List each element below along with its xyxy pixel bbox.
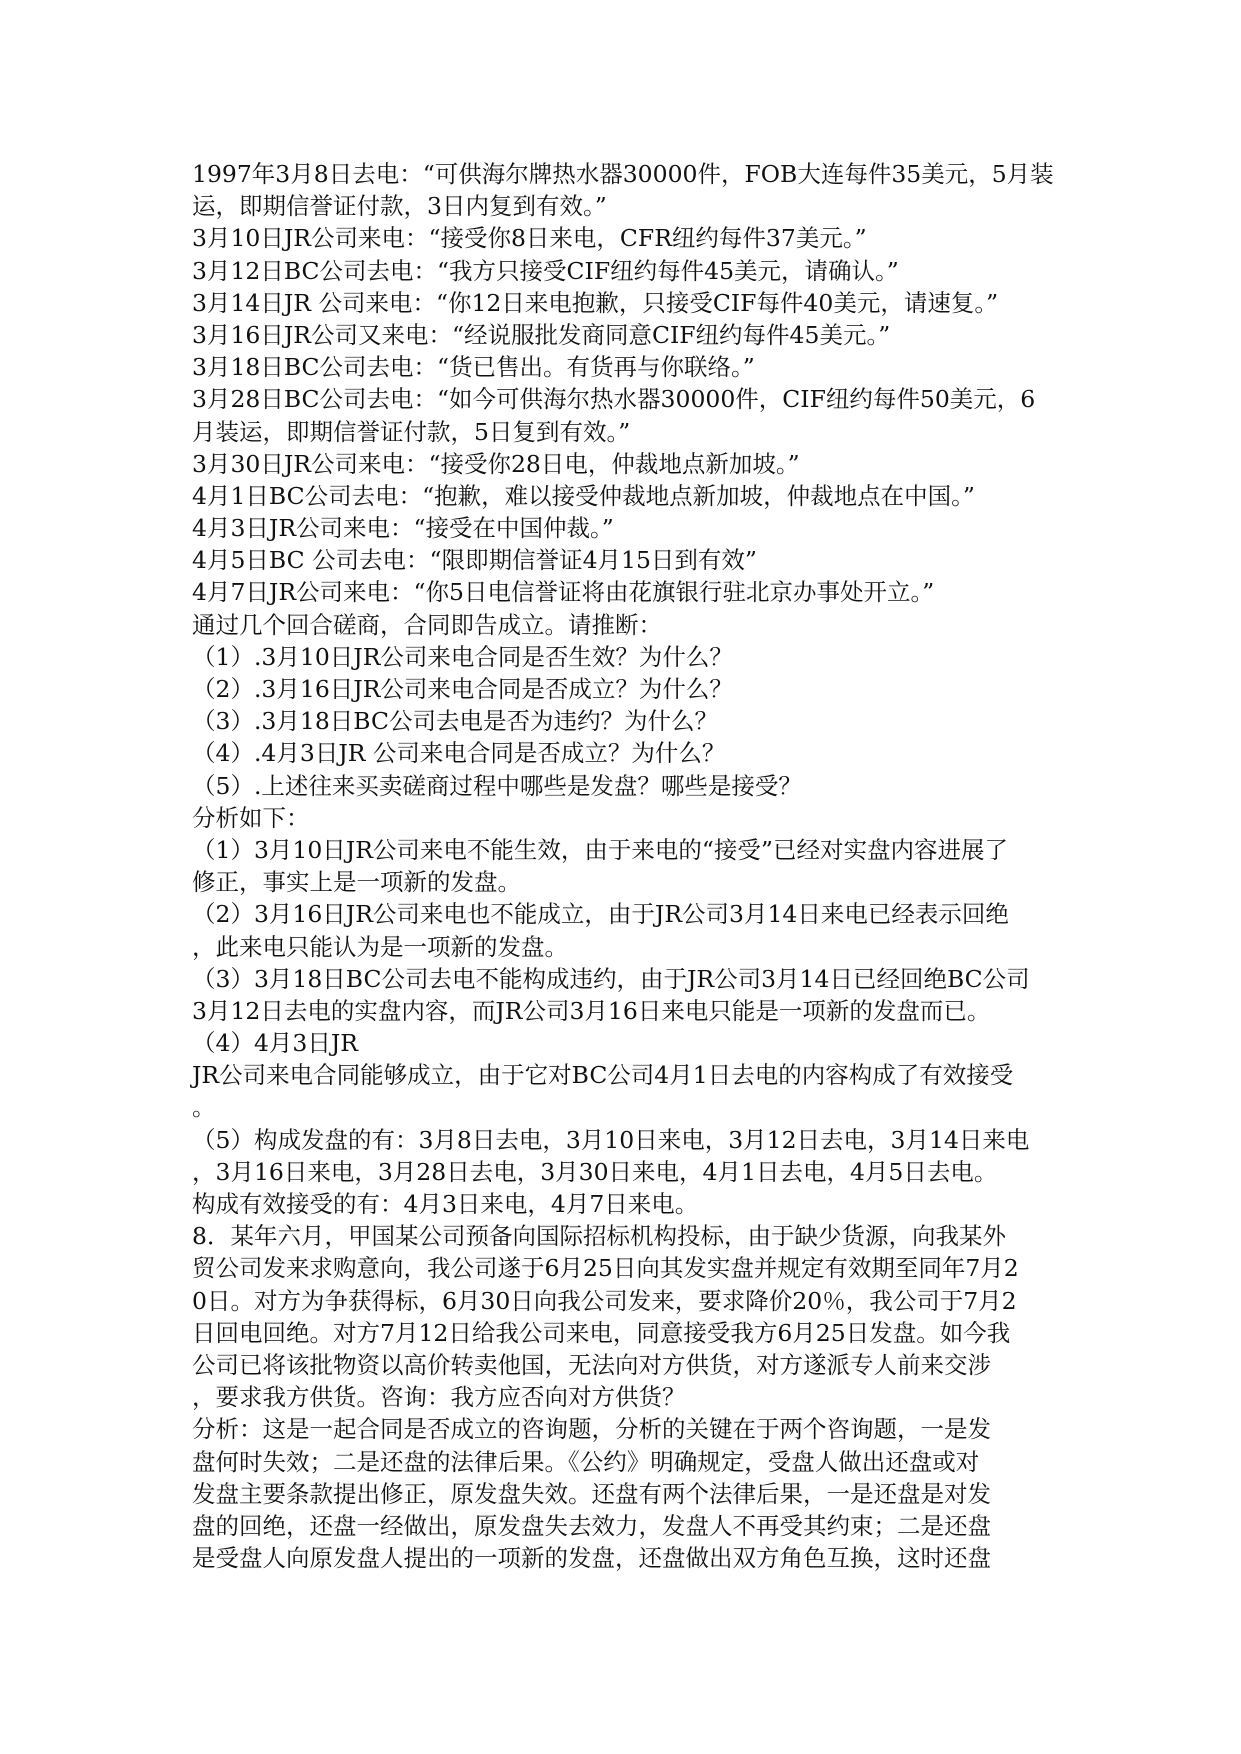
case-analysis-line: 是受盘人向原发盘人提出的一项新的发盘，还盘做出双方角色互换，这时还盘 bbox=[192, 1544, 991, 1573]
document-body bbox=[192, 158, 1052, 1574]
case-line: 日回电回绝。对方7月12日给我公司来电，同意接受我方6月25日发盘。如今我 bbox=[192, 1318, 1011, 1347]
case-line: 公司已将该批物资以高价转卖他国，无法向对方供货，对方遂派专人前来交涉 bbox=[192, 1350, 991, 1379]
analysis-line: （1）3月10日JR公司来电不能生效，由于来电的“接受”已经对实盘内容进展了 bbox=[192, 835, 1008, 864]
text-line: 3月12日BC公司去电：“我方只接受CIF纽约每件45美元，请确认。” bbox=[192, 256, 899, 285]
text-line: 月装运，即期信誉证付款，5日复到有效。” bbox=[192, 417, 631, 446]
case-line: 0日。对方为争获得标，6月30日向我公司发来，要求降价20％，我公司于7月2 bbox=[192, 1286, 1017, 1315]
text-line: 3月16日JR公司又来电：“经说服批发商同意CIF纽约每件45美元。” bbox=[192, 320, 891, 349]
analysis-line: （2）3月16日JR公司来电也不能成立，由于JR公司3月14日来电已经表示回绝 bbox=[192, 900, 1009, 929]
question-line: （2）.3月16日JR公司来电合同是否成立？为什么？ bbox=[192, 675, 733, 703]
text-line: 4月1日BC公司去电：“抱歉，难以接受仲裁地点新加坡，仲裁地点在中国。” bbox=[192, 481, 975, 510]
analysis-line: （4）4月3日JR bbox=[192, 1029, 358, 1058]
text-line: 通过几个回合磋商，合同即告成立。请推断： bbox=[192, 610, 662, 639]
analysis-line: （5）构成发盘的有：3月8日去电，3月10日来电，3月12日去电，3月14日来电 bbox=[192, 1125, 1030, 1154]
analysis-line: 3月12日去电的实盘内容，而JR公司3月16日来电只能是一项新的发盘而已。 bbox=[192, 996, 991, 1025]
question-line: （5）.上述往来买卖磋商过程中哪些是发盘？哪些是接受？ bbox=[192, 771, 802, 800]
analysis-line: （3）3月18日BC公司去电不能构成违约，由于JR公司3月14日已经回绝BC公司 bbox=[192, 964, 1030, 993]
analysis-line: 。 bbox=[192, 1093, 216, 1122]
question-line: （4）.4月3日JR 公司来电合同是否成立？为什么？ bbox=[192, 739, 726, 768]
case-line: 8．某年六月，甲国某公司预备向国际招标机构投标，由于缺少货源，向我某外 bbox=[192, 1222, 1006, 1251]
analysis-heading: 分析如下： bbox=[192, 803, 310, 832]
text-line: 3月28日BC公司去电：“如今可供海尔热水器30000件，CIF纽约每件50美元，6 bbox=[192, 385, 1036, 414]
text-line: 4月5日BC 公司去电：“限即期信誉证4月15日到有效” bbox=[192, 546, 757, 575]
case-analysis-line: 盘的回绝，还盘一经做出，原发盘失去效力，发盘人不再受其约束；二是还盘 bbox=[192, 1511, 991, 1540]
text-line: 4月7日JR公司来电：“你5日电信誉证将由花旗银行驻北京办事处开立。” bbox=[192, 578, 935, 607]
analysis-line: 修正，事实上是一项新的发盘。 bbox=[192, 868, 521, 897]
text-line: 运，即期信誉证付款，3日内复到有效。” bbox=[192, 192, 607, 221]
question-line: （3）.3月18日BC公司去电是否为违约？为什么？ bbox=[192, 707, 718, 736]
analysis-line: JR公司来电合同能够成立，由于它对BC公司4月1日去电的内容构成了有效接受 bbox=[192, 1061, 1014, 1090]
text-line: 3月18日BC公司去电：“货已售出。有货再与你联络。” bbox=[192, 353, 755, 382]
analysis-line: 构成有效接受的有：4月3日来电，4月7日来电。 bbox=[192, 1190, 699, 1218]
text-line: 3月14日JR 公司来电：“你12日来电抱歉，只接受CIF每件40美元，请速复。” bbox=[192, 288, 999, 317]
text-line: 3月10日JR公司来电：“接受你8日来电，CFR纽约每件37美元。” bbox=[192, 224, 867, 253]
question-line: （1）.3月10日JR公司来电合同是否生效？为什么？ bbox=[192, 642, 733, 671]
text-line: 4月3日JR公司来电：“接受在中国仲裁。” bbox=[192, 514, 614, 543]
analysis-line: ，此来电只能认为是一项新的发盘。 bbox=[192, 932, 568, 961]
case-analysis-line: 盘何时失效；二是还盘的法律后果。《公约》明确规定，受盘人做出还盘或对 bbox=[192, 1447, 980, 1476]
text-line: 3月30日JR公司来电：“接受你28日电，仲裁地点新加坡。” bbox=[192, 449, 800, 478]
case-analysis-line: 发盘主要条款提出修正，原发盘失效。还盘有两个法律后果，一是还盘是对发 bbox=[192, 1479, 991, 1508]
case-line: 贸公司发来求购意向，我公司遂于6月25日向其发实盘并规定有效期至同年7月2 bbox=[192, 1254, 1019, 1283]
text-line: 1997年3月8日去电：“可供海尔牌热水器30000件，FOB大连每件35美元，5月装 bbox=[192, 160, 1054, 188]
analysis-line: ，3月16日来电，3月28日去电，3月30日来电，4月1日去电，4月5日去电。 bbox=[192, 1157, 998, 1186]
case-line: ，要求我方供货。咨询：我方应否向对方供货？ bbox=[192, 1383, 686, 1412]
case-analysis-line: 分析：这是一起合同是否成立的咨询题，分析的关键在于两个咨询题，一是发 bbox=[192, 1415, 991, 1444]
